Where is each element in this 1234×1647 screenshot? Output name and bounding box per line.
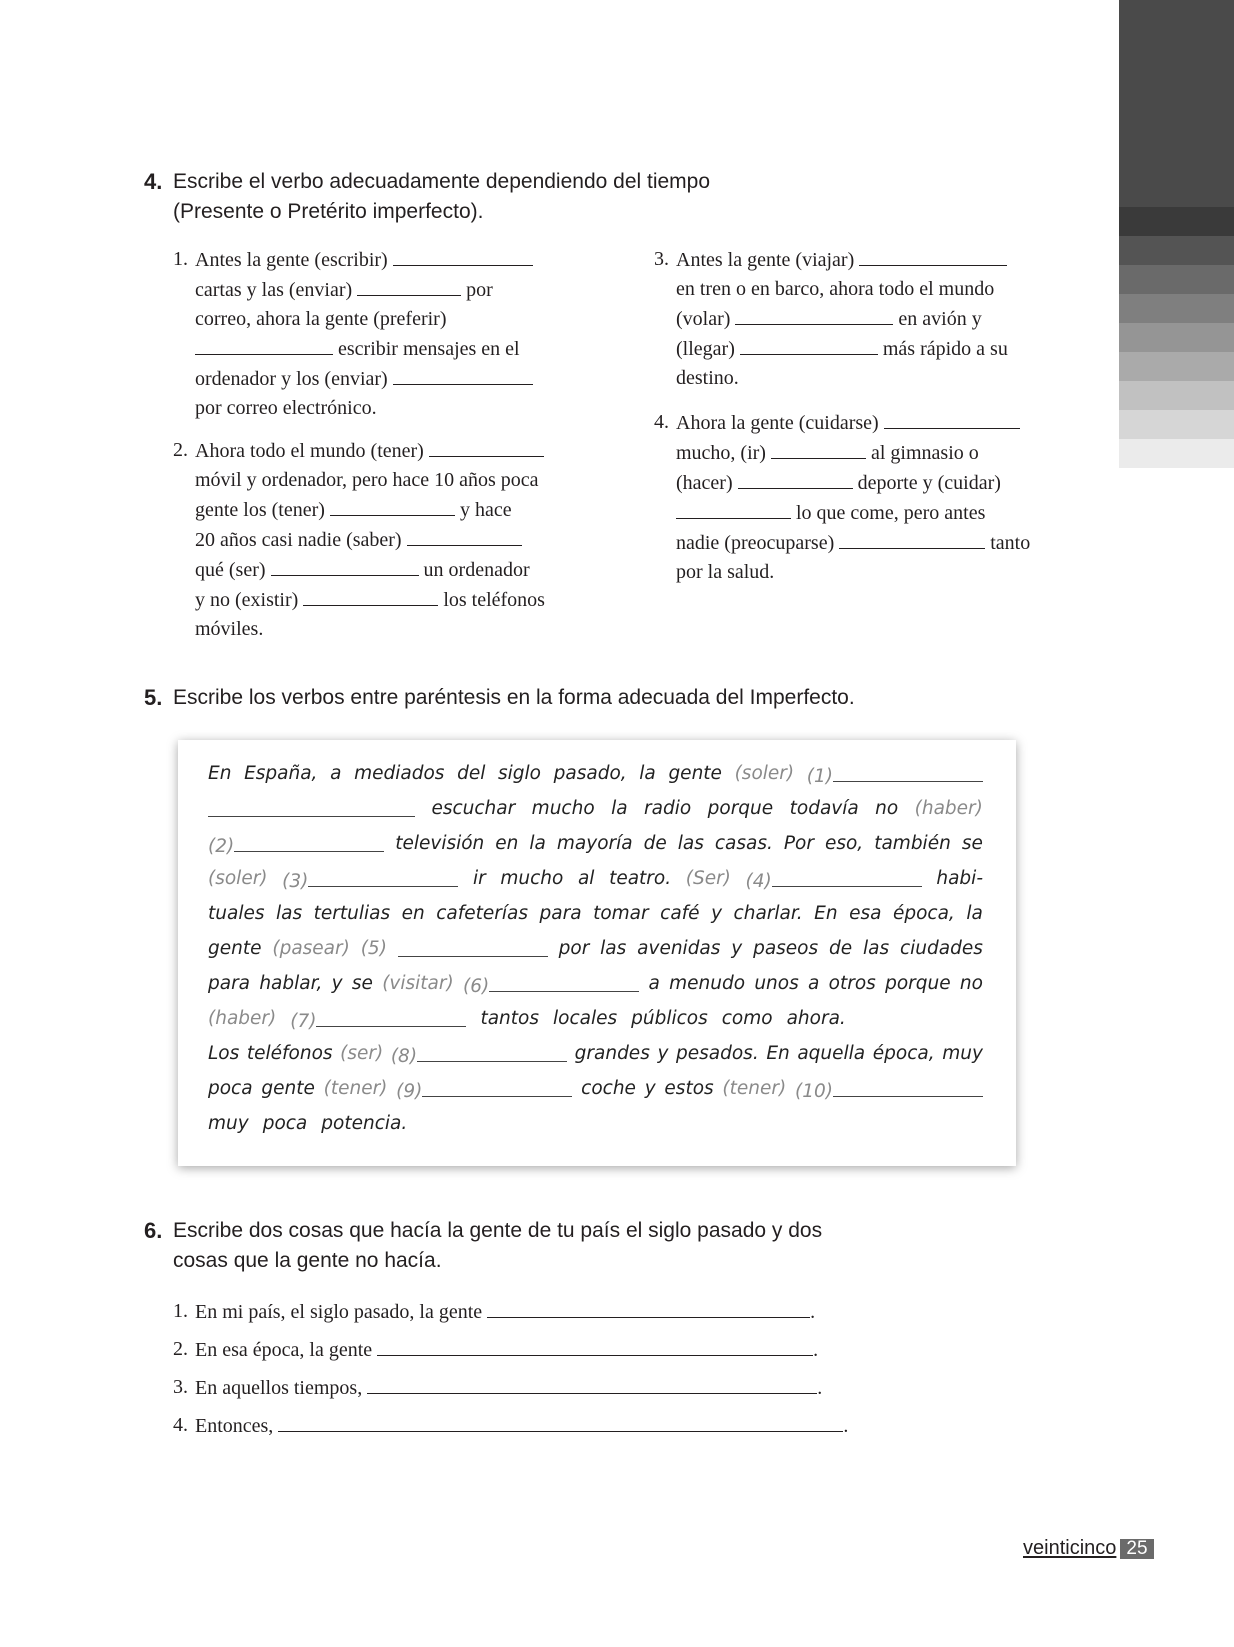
word: a [330,763,342,784]
word: aquella [797,1043,866,1064]
item-line: lo que come, pero antes [676,498,1074,528]
word: de [829,938,853,959]
exercise-5-title-text: Escribe los verbos entre paréntesis en la forma adecuada del Imperfecto. [173,686,855,709]
verb-hint: (tener) [323,1078,388,1099]
word: ahora. [786,1008,846,1029]
word: radio [644,798,692,819]
word: las [862,938,890,959]
word: paseos [753,938,819,959]
word: y [657,1043,669,1064]
item-line: ordenador y los (enviar) [195,364,593,394]
verb-hint: (soler) [208,868,268,889]
exercise-6-title-line2: cosas que la gente no hacía. [173,1249,442,1272]
item-number: 4. [173,1414,188,1436]
item-number: 1. [173,1300,188,1322]
exercise-6-item-2: 2. En esa época, la gente . [173,1335,873,1365]
word: las [677,833,704,854]
item-line: Antes la gente (viajar) [676,245,1074,275]
word: teatro. [609,868,672,889]
word: la [639,763,656,784]
word: las [276,903,303,924]
verb-hint: (4) [746,868,922,892]
word: porque [885,973,951,994]
word: también [874,833,951,854]
word: mucho [531,798,595,819]
word: tertulias [313,903,391,924]
word: en [401,903,425,924]
word: en [495,833,519,854]
exercise-6-item-4: 4. Entonces, . [173,1411,873,1441]
exercise-number: 6. [144,1218,163,1243]
handwritten-line [208,763,983,787]
edge-tab-1 [1119,207,1234,236]
answer-blank[interactable] [208,798,415,817]
word: tomar [593,903,649,924]
answer-blank[interactable] [398,938,548,957]
verb-hint: (visitar) [382,973,454,994]
word: avenidas [637,938,721,959]
word: poca [208,1078,253,1099]
word: las [600,938,627,959]
word: coche [581,1078,636,1099]
verb-hint: (6) [463,973,639,997]
word: televisión [395,833,485,854]
word: gente [668,763,722,784]
answer-blank[interactable] [278,1411,843,1432]
word: del [457,763,486,784]
answer-blank[interactable] [772,868,922,887]
word: Por [783,833,814,854]
word: y [331,973,343,994]
word: al [577,868,595,889]
answer-blank[interactable] [839,528,985,549]
item-number: 3. [654,248,669,270]
word: para [539,903,582,924]
word: charlar. [733,903,803,924]
edge-tab-4 [1119,294,1234,323]
exercise-6-title-line1: Escribe dos cosas que hacía la gente de tu país el siglo pasado y dos [173,1219,823,1242]
item-line: cartas y las (enviar) por [195,275,593,305]
verb-hint: (ser) [340,1043,384,1064]
word: En [814,903,838,924]
word: tuales [208,903,265,924]
word: En [208,763,232,784]
item-line: gente los (tener) y hace [195,495,593,525]
word: gente [261,1078,315,1099]
word: unos [754,973,799,994]
word: siglo [498,763,541,784]
item-line: nadie (preocuparse) tanto [676,528,1074,558]
word: mediados [354,763,445,784]
item-line: qué (ser) un ordenador [195,555,593,585]
answer-blank[interactable] [195,334,333,355]
word: y [644,1078,656,1099]
edge-tab-7 [1119,381,1234,410]
item-line: por la salud. [676,561,775,583]
item-number: 2. [173,439,188,461]
answer-blank[interactable] [316,1008,466,1027]
word: potencia. [321,1113,408,1134]
page-number: 25 [1120,1539,1153,1559]
word: la [611,798,628,819]
item-line: y no (existir) los teléfonos [195,585,593,615]
verb-hint: (10) [795,1078,983,1102]
page-number-word: veinticinco [1023,1537,1117,1559]
item-line: móvil y ordenador, pero hace 10 años poca [195,469,539,491]
item-line: (volar) en avión y [676,304,1074,334]
item-line: correo, ahora la gente (preferir) [195,308,447,330]
answer-blank[interactable] [738,468,853,489]
handwritten-line [208,868,983,892]
answer-blank[interactable] [377,1335,813,1356]
word: de [643,833,667,854]
word: no [875,798,899,819]
answer-blank[interactable] [330,495,455,516]
exercise-number: 4. [144,169,163,194]
handwritten-line [208,1043,983,1067]
word: muy [208,1113,249,1134]
item-number: 3. [173,1376,188,1398]
handwritten-line [208,1008,983,1032]
answer-blank[interactable] [771,438,866,459]
answer-blank[interactable] [740,334,878,355]
handwritten-line [208,973,983,997]
item-line: 20 años casi nadie (saber) [195,525,593,555]
answer-blank[interactable] [367,1373,817,1394]
answer-blank[interactable] [859,245,1007,266]
word: teléfonos [246,1043,333,1064]
word: como [721,1008,773,1029]
word: para [208,973,251,994]
answer-blank[interactable] [833,1078,983,1097]
answer-blank[interactable] [308,868,458,887]
verb-hint: (pasear) [272,938,350,959]
handwritten-line [208,798,983,822]
verb-hint: (8) [391,1043,567,1067]
exercise-5-title [144,683,1044,713]
verb-hint: (2) [208,833,384,857]
word: a [648,973,660,994]
exercise-6-title [144,1216,1044,1276]
word: locales [552,1008,618,1029]
handwritten-line [208,1078,983,1102]
item-line: en tren o en barco, ahora todo el mundo [676,278,995,300]
exercise-4-item-2 [173,436,593,644]
exercise-4-item-3 [654,245,1074,393]
item-line: Ahora la gente (cuidarse) [676,408,1074,438]
edge-tab-2 [1119,236,1234,265]
handwritten-line [208,833,983,857]
word: escuchar [431,798,516,819]
answer-blank[interactable] [303,585,438,606]
answer-blank[interactable] [735,304,893,325]
answer-blank[interactable] [422,1078,572,1097]
answer-blank[interactable] [489,973,639,992]
verb-hint: (3) [282,868,458,892]
verb-hint: (1) [807,763,983,787]
item-number: 1. [173,248,188,270]
item-line: móviles. [195,618,264,640]
word: ciudades [899,938,983,959]
word: a [808,973,820,994]
word: Los [208,1043,240,1064]
word: cafeterías [436,903,529,924]
verb-hint: (5) [360,938,387,959]
item-line: escribir mensajes en el [195,334,593,364]
item-line: mucho, (ir) al gimnasio o [676,438,1074,468]
exercise-4-item-1 [173,245,593,423]
word: tantos [480,1008,539,1029]
handwritten-line [208,903,983,924]
answer-blank[interactable] [884,408,1020,429]
verb-hint: (haber) [208,1008,277,1029]
item-line: (hacer) deporte y (cuidar) [676,468,1074,498]
edge-tab-6 [1119,352,1234,381]
edge-header-tab [1119,0,1234,207]
word: mucho [500,868,564,889]
word: la [966,903,983,924]
word: se [351,973,373,994]
answer-blank[interactable] [407,525,522,546]
handwritten-line [208,938,983,962]
verb-hint: (haber) [914,798,983,819]
word: época, [872,1043,935,1064]
answer-blank[interactable] [393,364,533,385]
word: por [558,938,590,959]
page-footer [1023,1537,1154,1560]
exercise-4-title-line1: Escribe el verbo adecuadamente dependiendo del tiempo [173,170,711,193]
word: eso, [824,833,864,854]
item-line: (llegar) más rápido a su [676,334,1074,364]
word: habi- [936,868,983,889]
verb-hint: (7) [290,1008,466,1032]
item-line: destino. [676,367,739,389]
answer-blank[interactable] [271,555,419,576]
handwritten-line [208,1113,983,1134]
exercise-4-item-4 [654,408,1074,587]
edge-tab-9 [1119,439,1234,468]
word: muy [942,1043,983,1064]
exercise-4-title [144,167,844,227]
answer-blank[interactable] [357,275,461,296]
word: y [711,903,723,924]
word: hablar, [259,973,323,994]
word: época, [892,903,955,924]
word: porque [707,798,774,819]
answer-blank[interactable] [833,763,983,782]
edge-tab-3 [1119,265,1234,294]
exercise-6-item-1: 1. En mi país, el siglo pasado, la gente . [173,1297,873,1327]
answer-blank[interactable] [234,833,384,852]
item-line: por correo electrónico. [195,397,377,419]
edge-tab-8 [1119,410,1234,439]
word: grandes [574,1043,650,1064]
word: casas. [714,833,773,854]
word: esa [849,903,882,924]
answer-blank[interactable] [393,245,533,266]
word: mayoría [556,833,633,854]
exercise-number: 5. [144,685,163,710]
word: estos [664,1078,714,1099]
word: pesados. [676,1043,759,1064]
exercise-6-item-3: 3. En aquellos tiempos, . [173,1373,873,1403]
word: menudo [669,973,746,994]
word [398,938,548,962]
word: gente [208,938,262,959]
word: y [731,938,743,959]
verb-hint: (Ser) [685,868,731,889]
edge-tab-5 [1119,323,1234,352]
word: poca [262,1113,308,1134]
item-number: 2. [173,1338,188,1360]
word: otros [828,973,876,994]
word [208,798,415,822]
exercise-4-title-line2: (Presente o Pretérito imperfecto). [173,200,484,223]
word: pasado, [553,763,627,784]
word: públicos [631,1008,708,1029]
verb-hint: (soler) [734,763,795,784]
answer-blank[interactable] [676,498,791,519]
item-line: Antes la gente (escribir) [195,245,593,275]
answer-blank[interactable] [487,1297,810,1318]
answer-blank[interactable] [429,436,544,457]
word: En [766,1043,790,1064]
word: no [959,973,983,994]
item-number: 4. [654,411,669,433]
answer-blank[interactable] [417,1043,567,1062]
word: la [529,833,546,854]
verb-hint: (9) [396,1078,572,1102]
word: España, [244,763,318,784]
word: todavía [789,798,859,819]
verb-hint: (tener) [722,1078,787,1099]
word: ir [473,868,486,889]
word: se [961,833,983,854]
item-line: Ahora todo el mundo (tener) [195,436,593,466]
word: café [660,903,700,924]
